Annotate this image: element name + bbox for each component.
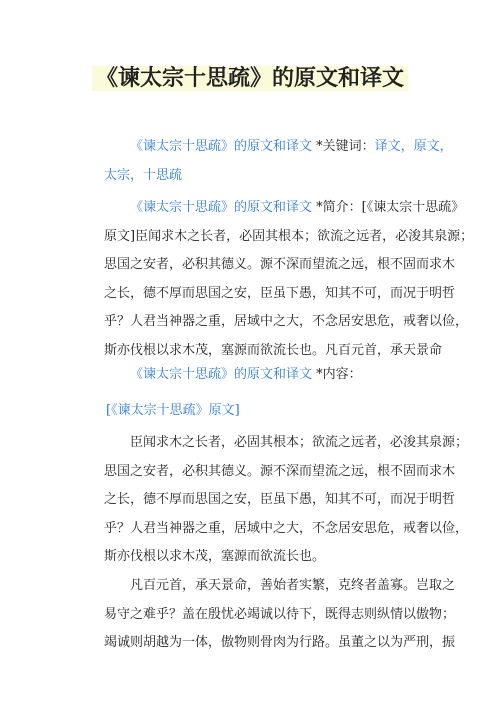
keywords-label: *关键词： (312, 139, 375, 154)
paragraph-line: 乎？人君当神器之重，居域中之大，不念居安思危，戒奢以俭， (104, 520, 469, 536)
content-doc-link[interactable]: 《谏太宗十思疏》的原文和译文 (130, 367, 313, 382)
keywords-line (104, 133, 453, 162)
keywords-tags-continued[interactable]: 太宗，十思疏 (104, 167, 183, 183)
section-heading: [《谏太宗十思疏》原文] (106, 403, 240, 418)
paragraph-line: 思国之安者，必积其德义。源不深而望流之远，根不固而求木 (104, 463, 456, 479)
summary-line: 思国之安者，必积其德义。源不深而望流之远，根不固而求木 (104, 257, 456, 272)
summary-header-line (104, 194, 465, 223)
summary-line: 原文]臣闻求木之长者，必固其根本；欲流之远者，必浚其泉源； (104, 228, 474, 244)
paragraph-line: 斯亦伐根以求木茂，塞源而欲流长也。 (104, 549, 326, 564)
page-title (0, 62, 500, 96)
keywords-tags[interactable]: 译文，原文， (374, 139, 453, 154)
paragraph-line: 之长，德不厚而思国之安，臣虽下愚，知其不可，而况于明哲 (104, 492, 456, 507)
summary-label: *简介：[《谏太宗十思疏》 (312, 200, 465, 215)
content-header-block (104, 361, 434, 390)
paragraph-2 (104, 572, 456, 658)
section-heading-block (104, 397, 434, 426)
paragraph-line: 易守之难乎？盖在殷忧必竭诚以待下，既得志则纵情以傲物； (104, 606, 456, 622)
keywords-doc-link[interactable]: 《谏太宗十思疏》的原文和译文 (130, 139, 313, 154)
paragraph-line: 竭诚则胡越为一体，傲物则骨肉为行路。虽董之以为严刑，振 (104, 635, 456, 650)
paragraph-1 (104, 429, 469, 572)
content-header-line (104, 361, 434, 390)
keywords-block (104, 133, 453, 190)
page-title-text: 《谏太宗十思疏》的原文和译文 (92, 66, 408, 91)
summary-line: 之长，德不厚而思国之安，臣虽下愚，知其不可，而况于明哲 (104, 285, 456, 301)
summary-doc-link[interactable]: 《谏太宗十思疏》的原文和译文 (130, 200, 313, 215)
content-label: *内容： (312, 367, 362, 382)
paragraph-line: 臣闻求木之长者，必固其根本；欲流之远者，必浚其泉源； (130, 435, 469, 450)
summary-line: 斯亦伐根以求木茂，塞源而欲流长也。凡百元首，承天景命 (104, 342, 443, 358)
summary-block (104, 194, 474, 365)
summary-line: 乎？人君当神器之重，居域中之大，不念居安思危，戒奢以俭， (104, 314, 469, 329)
paragraph-line: 凡百元首，承天景命，善始者实繁，克终者盖寡。岂取之 (130, 578, 456, 593)
